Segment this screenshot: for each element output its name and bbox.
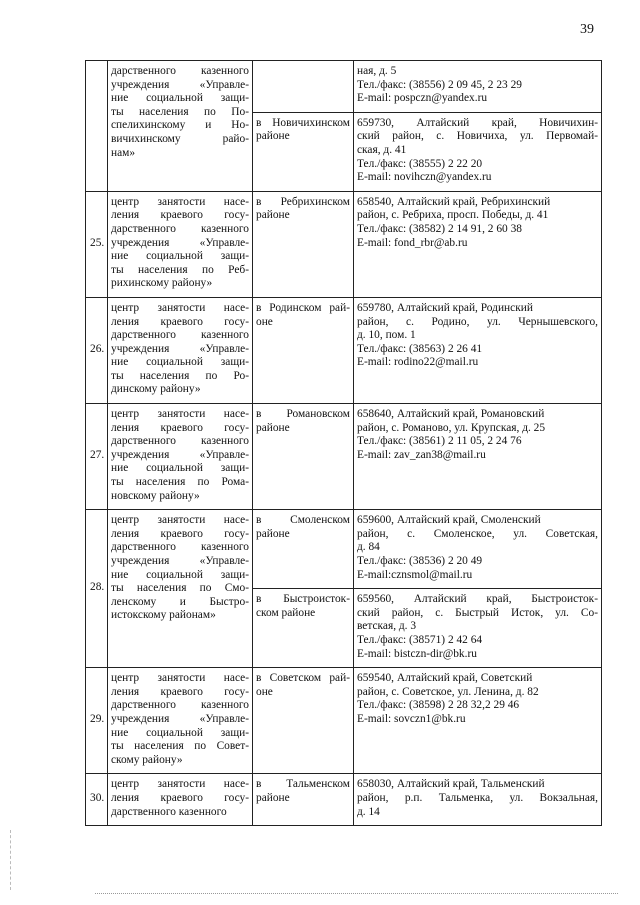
row-number: 29. xyxy=(86,668,108,774)
text-line: вичихинскому райо- xyxy=(111,132,249,145)
text-line: ние социальной защи- xyxy=(111,250,249,263)
text-line: нам» xyxy=(111,146,136,159)
text-line: учреждения «Управле- xyxy=(111,712,249,725)
address-cell xyxy=(354,404,602,510)
text-line: ты населения по Смо- xyxy=(111,582,249,595)
text-line: в Романовском xyxy=(256,408,350,421)
text-line: ления краевого госу- xyxy=(111,685,249,698)
text-line: дарственного казенного xyxy=(111,222,249,235)
district-cell xyxy=(253,589,354,668)
district-cell xyxy=(253,668,354,774)
text-line: Тел./факс: (38563) 2 26 41 xyxy=(357,342,483,355)
text-line: истокскому районам» xyxy=(111,609,216,622)
text-line: ты населения по Реб- xyxy=(111,263,249,276)
text-line: Тел./факс: (38555) 2 22 20 xyxy=(357,157,483,170)
text-line: районе xyxy=(256,791,290,804)
text-line: район, с. Родино, ул. Чернышевского, xyxy=(357,315,598,328)
text-line: 658640, Алтайский край, Романовский xyxy=(357,408,545,421)
text-line: E-mail: rodino22@mail.ru xyxy=(357,356,479,369)
text-line: 658030, Алтайский край, Тальменский xyxy=(357,778,545,791)
text-line: 659730, Алтайский край, Новичихин- xyxy=(357,116,598,129)
row-number: 28. xyxy=(86,510,108,668)
text-line: ления краевого госу- xyxy=(111,315,249,328)
text-line: ние социальной защи- xyxy=(111,568,249,581)
text-line: учреждения «Управле- xyxy=(111,448,249,461)
text-line: в Новичихинском xyxy=(256,116,350,129)
text-line: ная, д. 5 xyxy=(357,65,397,77)
district-cell xyxy=(253,510,354,589)
row-number xyxy=(86,61,108,192)
table-row xyxy=(86,774,602,826)
text-line: районе xyxy=(256,527,290,540)
text-line: ления краевого госу- xyxy=(111,209,249,222)
text-line: ленскому и Быстро- xyxy=(111,595,249,608)
text-line: рихинскому району» xyxy=(111,277,213,290)
text-line: Тел./факс: (38556) 2 09 45, 2 23 29 xyxy=(357,78,522,91)
table-row xyxy=(86,61,602,113)
text-line: дарственного казенного xyxy=(111,435,249,448)
row-number: 26. xyxy=(86,297,108,403)
district-cell xyxy=(253,297,354,403)
text-line: в Ребрихинском xyxy=(256,195,350,208)
text-line: район, р.п. Тальменка, ул. Вокзальная, xyxy=(357,791,598,804)
text-line: районе xyxy=(256,421,290,434)
text-line: центр занятости насе- xyxy=(111,301,249,314)
text-line: учреждения «Управле- xyxy=(111,78,249,91)
text-line: E-mail: novihczn@yandex.ru xyxy=(357,171,492,184)
address-cell xyxy=(354,774,602,826)
text-line: учреждения «Управле- xyxy=(111,236,249,249)
organization-cell xyxy=(108,61,253,192)
text-line: район, с. Смоленское, ул. Советская, xyxy=(357,527,598,540)
text-line: E-mail: sovczn1@bk.ru xyxy=(357,712,466,725)
text-line: дарственного казенного xyxy=(111,699,249,712)
district-cell xyxy=(253,774,354,826)
text-line: в Тальменском xyxy=(256,778,350,791)
scan-edge-mark xyxy=(10,830,13,890)
text-line: ления краевого госу- xyxy=(111,421,249,434)
row-number: 25. xyxy=(86,191,108,297)
text-line: дарственного казенного xyxy=(111,805,227,818)
text-line: в Быстроисток- xyxy=(256,593,350,606)
text-line: 658540, Алтайский край, Ребрихинский xyxy=(357,195,551,208)
text-line: центр занятости насе- xyxy=(111,672,249,685)
text-line: в Смоленском xyxy=(256,514,350,527)
text-line: ская, д. 41 xyxy=(357,143,407,156)
text-line: дарственного казенного xyxy=(111,329,249,342)
address-cell xyxy=(354,589,602,668)
address-cell xyxy=(354,191,602,297)
text-line: оне xyxy=(256,315,273,328)
text-line: ние социальной защи- xyxy=(111,356,249,369)
text-line: спелихинскому и Но- xyxy=(111,119,249,132)
text-line: E-mail: zav_zan38@mail.ru xyxy=(357,448,486,461)
organization-cell xyxy=(108,297,253,403)
text-line: учреждения «Управле- xyxy=(111,555,249,567)
organization-cell xyxy=(108,404,253,510)
address-cell xyxy=(354,112,602,191)
text-line: ления краевого госу- xyxy=(111,791,249,804)
text-line: скому району» xyxy=(111,753,183,766)
text-line: центр занятости насе- xyxy=(111,195,249,208)
text-line: Тел./факс: (38536) 2 20 49 xyxy=(357,555,483,567)
text-line: д. 14 xyxy=(357,805,380,818)
text-line: ты населения по По- xyxy=(111,105,249,118)
row-number: 27. xyxy=(86,404,108,510)
district-cell xyxy=(253,112,354,191)
text-line: Тел./факс: (38561) 2 11 05, 2 24 76 xyxy=(357,435,522,448)
table-row xyxy=(86,510,602,589)
text-line: Тел./факс: (38598) 2 28 32,2 29 46 xyxy=(357,699,520,712)
page-number: 39 xyxy=(580,22,594,37)
text-line: ние социальной защи- xyxy=(111,92,249,105)
text-line: ты населения по Совет- xyxy=(111,740,249,753)
text-line: в Родинском рай- xyxy=(256,301,350,314)
text-line: E-mail: bistczn-dir@bk.ru xyxy=(357,647,477,660)
text-line: 659560, Алтайский край, Быстроисток- xyxy=(357,593,598,606)
district-cell xyxy=(253,404,354,510)
table-row xyxy=(86,668,602,774)
text-line: новскому району» xyxy=(111,489,200,502)
text-line: E-mail:cznsmol@mail.ru xyxy=(357,568,473,581)
district-cell xyxy=(253,61,354,113)
text-line: ние социальной защи- xyxy=(111,462,249,475)
text-line: E-mail: fond_rbr@ab.ru xyxy=(357,236,468,249)
text-line: ветская, д. 3 xyxy=(357,620,417,633)
text-line: в Советском рай- xyxy=(256,672,350,685)
text-line: район, с. Советское, ул. Ленина, д. 82 xyxy=(357,685,539,698)
text-line: район, с. Ребриха, просп. Победы, д. 41 xyxy=(357,209,549,222)
address-cell xyxy=(354,297,602,403)
text-line: ние социальной защи- xyxy=(111,726,249,739)
text-line: ском районе xyxy=(256,606,316,619)
text-line: ления краевого госу- xyxy=(111,527,249,540)
text-line: д. 84 xyxy=(357,541,380,554)
text-line: район, с. Романово, ул. Крупская, д. 25 xyxy=(357,421,546,434)
row-number: 30. xyxy=(86,774,108,826)
address-cell xyxy=(354,668,602,774)
text-line: ский район, с. Новичиха, ул. Первомай- xyxy=(357,130,598,143)
text-line: центр занятости насе- xyxy=(111,408,249,421)
text-line: оне xyxy=(256,685,273,698)
employment-centers-table xyxy=(85,60,602,826)
organization-cell xyxy=(108,668,253,774)
table-row xyxy=(86,297,602,403)
table-row xyxy=(86,191,602,297)
text-line: 659600, Алтайский край, Смоленский xyxy=(357,514,541,527)
district-cell xyxy=(253,191,354,297)
text-line: Тел./факс: (38571) 2 42 64 xyxy=(357,633,483,646)
text-line: центр занятости насе- xyxy=(111,514,249,527)
table-body xyxy=(86,61,602,826)
text-line: ты населения по Ро- xyxy=(111,369,249,382)
text-line: д. 10, пом. 1 xyxy=(357,329,416,342)
text-line: районе xyxy=(256,130,290,143)
text-line: учреждения «Управле- xyxy=(111,342,249,355)
text-line: 659780, Алтайский край, Родинский xyxy=(357,301,533,314)
text-line: E-mail: pospczn@yandex.ru xyxy=(357,92,488,105)
text-line: дарственного казенного xyxy=(111,65,249,77)
organization-cell xyxy=(108,774,253,826)
text-line: дарственного казенного xyxy=(111,541,249,554)
text-line: районе xyxy=(256,209,290,222)
text-line: Тел./факс: (38582) 2 14 91, 2 60 38 xyxy=(357,222,522,235)
text-line: ты населения по Рома- xyxy=(111,476,249,489)
page-bottom-rule xyxy=(95,893,618,894)
text-line: динскому району» xyxy=(111,383,201,396)
address-cell xyxy=(354,510,602,589)
text-line: ский район, с. Быстрый Исток, ул. Со- xyxy=(357,606,598,619)
text-line: центр занятости насе- xyxy=(111,778,249,791)
table-row xyxy=(86,404,602,510)
organization-cell xyxy=(108,510,253,668)
organization-cell xyxy=(108,191,253,297)
address-cell xyxy=(354,61,602,113)
text-line: 659540, Алтайский край, Советский xyxy=(357,672,533,685)
